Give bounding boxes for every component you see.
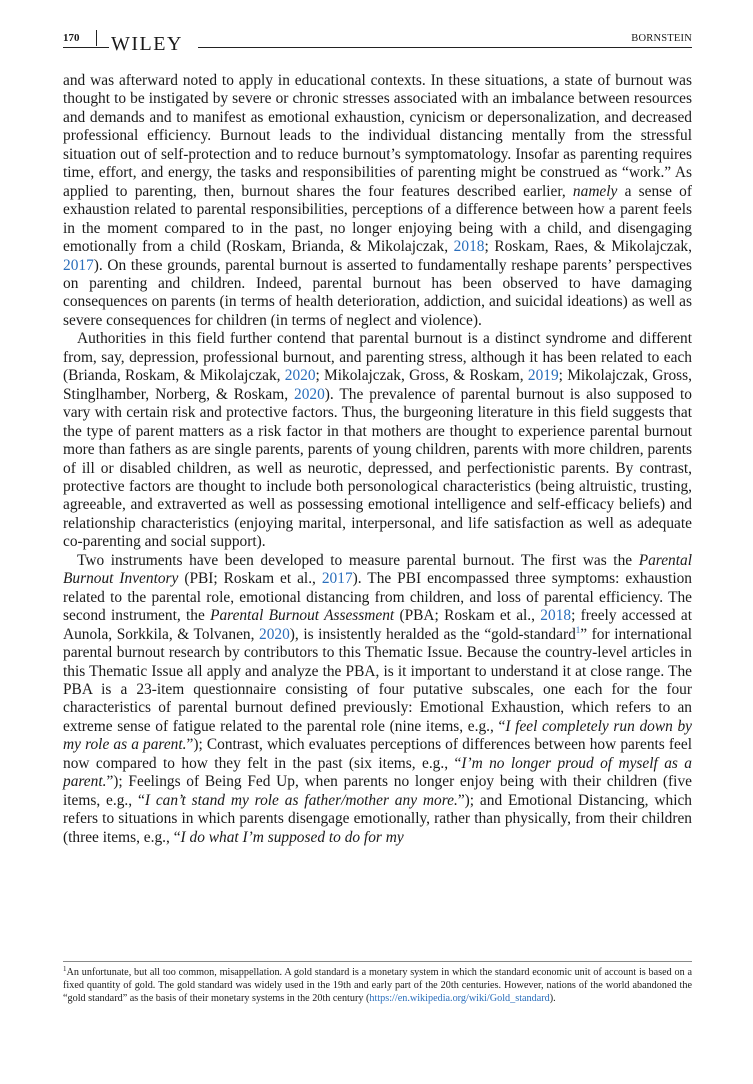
text: ; Mikolajczak, Gross, & Roskam, xyxy=(315,367,528,385)
paragraph-1 xyxy=(63,72,692,330)
text: ; freely accessed at Aunola, Sorkkila, & Tolvanen, xyxy=(63,607,693,643)
page-header xyxy=(63,30,692,58)
paragraph-3 xyxy=(63,552,692,847)
paragraph-2 xyxy=(63,330,692,551)
instrument-title: Parental Burnout Inventory xyxy=(63,551,692,588)
footnote xyxy=(63,966,692,1006)
citation-link[interactable]: 2019 xyxy=(527,367,559,385)
text: ” for international parental burnout research by contributors to this Thematic Issue. Because the country-level articles in this Thematic Issue all apply and analyze the PBA, is it important to understand it at close range. The PBA is a 23-item questionnaire consisting of four putative subscales, one each for the four characteristics of parental burnout defined previously: Emotional Exhaustion, which refers to an extreme sense of fatigue related to the parental role (nine items, e.g., “ xyxy=(63,625,692,735)
header-rule-left xyxy=(63,47,109,48)
quote: I’m no longer proud of myself as a parent. xyxy=(63,754,692,791)
quote: I do what I’m supposed to do for my xyxy=(180,828,404,846)
citation-link[interactable]: 2017 xyxy=(321,570,353,588)
wiley-logo: WILEY xyxy=(111,33,183,55)
text: ”); Contrast, which evaluates perceptions of differences between how parents feel now compared to how they felt in the past (six items, e.g., “ xyxy=(63,736,692,772)
text: ”); Feelings of Being Fed Up, when parents no longer enjoy being with their children (five items, e.g., “ xyxy=(63,773,692,809)
citation-link[interactable]: 2020 xyxy=(259,625,290,643)
text: ”); and Emotional Distancing, which refers to situations in which parents disengage emotionally, rather than physically, from their children (three items, e.g., “ xyxy=(63,791,692,846)
citation-link[interactable]: 2020 xyxy=(284,367,316,385)
text: ; Mikolajczak, Gross, Stinglhamber, Norberg, & Roskam, xyxy=(63,367,692,403)
header-rule-right xyxy=(198,47,692,48)
footnote-marker[interactable]: 1 xyxy=(575,624,581,635)
footnote-divider xyxy=(63,961,692,962)
footnote-number: 1 xyxy=(63,965,67,973)
citation-link[interactable]: 2018 xyxy=(540,607,572,625)
citation-link[interactable]: 2017 xyxy=(63,256,94,274)
header-divider xyxy=(96,30,97,46)
text: a sense of exhaustion related to parental responsibilities, perceptions of a difference between how a parent feels in the moment compared to in the past, no longer enjoying being with a child, and disengaging emotionally from a child (Roskam, Brianda, & Mikolajczak, xyxy=(63,182,693,256)
text: (PBA; Roskam et al., xyxy=(394,607,541,625)
running-head: BORNSTEIN xyxy=(631,33,692,44)
text: and was afterward noted to apply in educational contexts. In these situations, a state of burnout was thought to be instigated by severe or chronic stresses associated with an imbalance between resources and demands and to manifest as emotional exhaustion, cynicism or depersonalization, and decreased professional efficiency. Burnout leads to the individual distancing mentally from the stressful situation out of self-protection and to reduce burnout’s symptomatology. Insofar as parenting requires time, effort, and energy, the tasks and responsibilities of parenting might be construed as “work.” As applied to parenting, then, burnout shares the four features described earlier, xyxy=(63,72,692,200)
quote: I can’t stand my role as father/mother any more. xyxy=(144,791,458,809)
citation-link[interactable]: 2018 xyxy=(453,238,485,256)
text: (PBI; Roskam et al., xyxy=(178,570,322,588)
instrument-title: Parental Burnout Assessment xyxy=(210,607,395,625)
footnote-text: An unfortunate, but all too common, misappellation. A gold standard is a monetary system in which the standard economic unit of account is based on a fixed quantity of gold. The gold standard was widely used in the 19th and early part of the 20th centuries. However, nations of the world abandoned the “gold standard” as the basis of their monetary systems in the 20th century ( xyxy=(63,967,692,1005)
text: Authorities in this field further contend that parental burnout is a distinct syndrome and different from, say, depression, professional burnout, and parenting stress, although it has been related to each (Brianda, Roskam, & Mikolajczak, xyxy=(63,330,692,385)
article-body xyxy=(63,72,692,847)
text: ; Roskam, Raes, & Mikolajczak, xyxy=(484,238,692,256)
footnote-text-end: ). xyxy=(549,993,556,1005)
footnote-url-link[interactable]: https://en.wikipedia.org/wiki/Gold_standard xyxy=(369,993,550,1005)
text: ). On these grounds, parental burnout is asserted to fundamentally reshape parents’ perspectives on parenting and children. Indeed, parental burnout has been observed to have damaging consequences on parents (in terms of health deterioration, addiction, and suicidal ideations) as well as severe consequences for children (in terms of neglect and violence). xyxy=(63,256,692,329)
quote: I feel completely run down by my role as a parent. xyxy=(63,717,692,754)
citation-link[interactable]: 2020 xyxy=(294,385,325,403)
emphasis: namely xyxy=(572,182,618,200)
text: ), is insistently heralded as the “gold-standard xyxy=(289,625,576,643)
text: Two instruments have been developed to measure parental burnout. The first was the xyxy=(77,551,639,569)
text: ). The PBI encompassed three symptoms: exhaustion related to the parental role, emotional distancing from children, and loss of parental efficiency. The second instrument, the xyxy=(63,570,692,625)
page-number: 170 xyxy=(63,32,80,44)
text: ). The prevalence of parental burnout is also supposed to vary with certain risk and protective factors. Thus, the burgeoning literature in this field suggests that the type of parent matters as a risk factor in that mothers are thought to experience parental burnout more than fathers as are single parents, parents of young children, parents with more children, parents of ill or disabled children, as well as neurotic, depressed, and perfectionistic parents. By contrast, protective factors are thought to include both personological characteristics (being altruistic, trusting, agreeable, and extraverted as well as possessing emotional intelligence and self-efficacy beliefs) and relationship characteristics (enjoying marital, interpersonal, and life satisfaction as well as adequate co-parenting and social support). xyxy=(63,385,692,551)
